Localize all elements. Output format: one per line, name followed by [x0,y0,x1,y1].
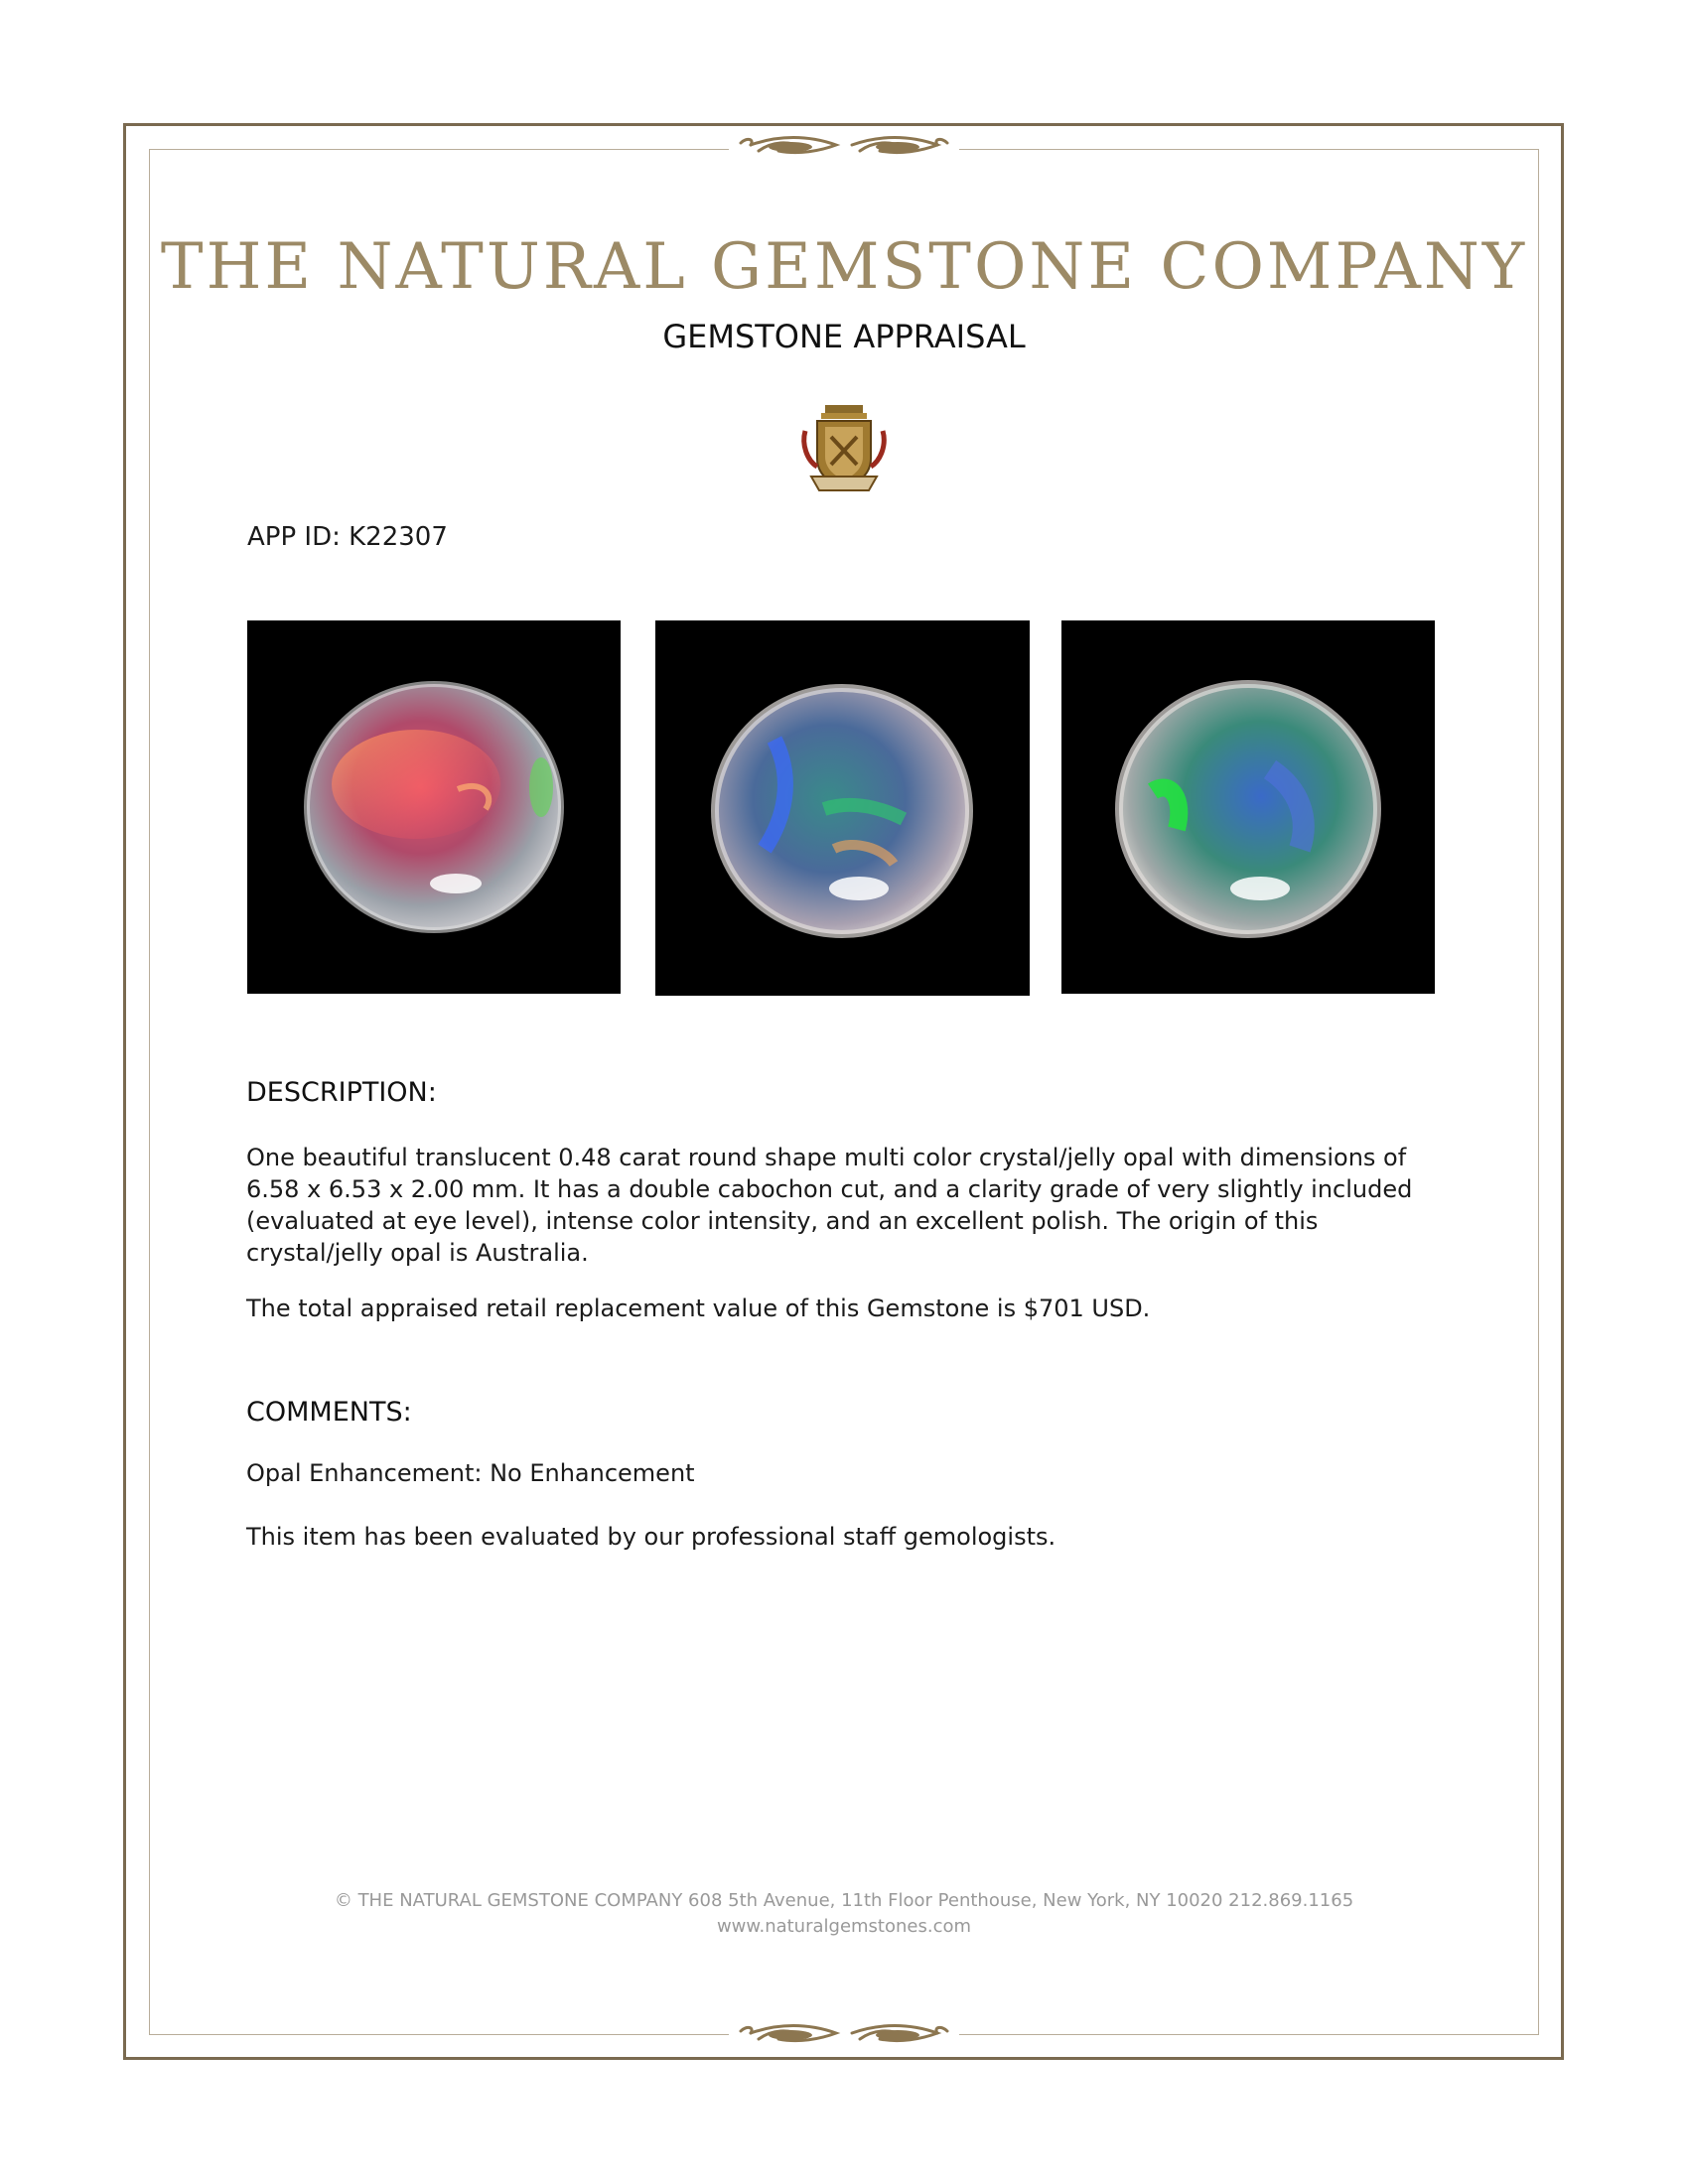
scroll-ornament-icon [729,2019,959,2053]
description-text: One beautiful translucent 0.48 carat round shape multi color crystal/jelly opal with dimensions of 6.58 x 6.53 x 2.00 mm. It has a double cabochon cut, and a clarity grade of very slightly included (evaluated at eye level), intense color intensity, and an excellent polish. The origin of this crystal/jelly opal is Australia. [246,1144,1413,1267]
description-heading: DESCRIPTION: [246,1077,437,1108]
app-id: APP ID: K22307 [247,522,448,552]
evaluation-text: This item has been evaluated by our professional staff gemologists. [246,1523,1056,1551]
opal-photo-tilted-left [655,620,1030,996]
company-name: THE NATURAL GEMSTONE COMPANY [160,230,1528,304]
document-subtitle: GEMSTONE APPRAISAL [662,318,1026,355]
footer-address: © THE NATURAL GEMSTONE COMPANY 608 5th Avenue, 11th Floor Penthouse, New York, NY 10020 212.869.1165 [334,1890,1354,1911]
company-crest-icon [799,401,889,496]
footer-website[interactable]: www.naturalgemstones.com [716,1916,972,1937]
opal-photo-tilted-right [1061,620,1435,994]
appraised-value-text: The total appraised retail replacement value of this Gemstone is $701 USD. [246,1295,1151,1322]
opal-photo-front [247,620,621,994]
comments-heading: COMMENTS: [246,1397,412,1428]
enhancement-text: Opal Enhancement: No Enhancement [246,1459,695,1487]
scroll-ornament-icon [729,131,959,165]
